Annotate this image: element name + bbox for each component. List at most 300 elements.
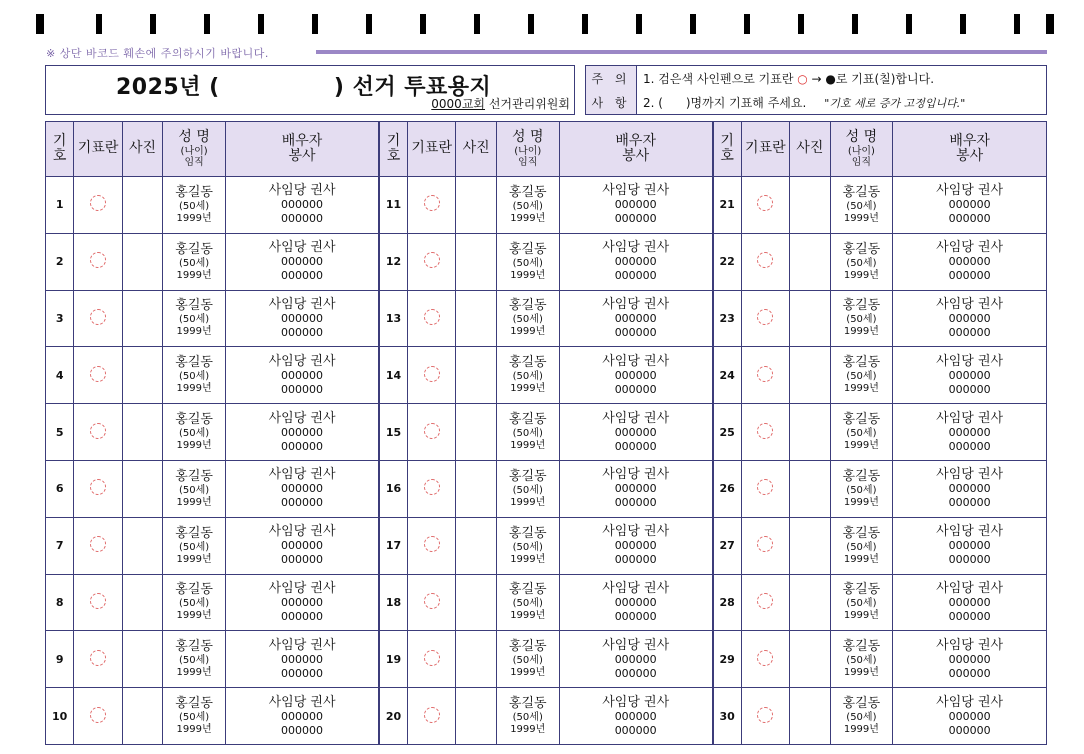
barcode-tick	[1014, 14, 1020, 34]
spouse-position: 사임당 권사	[268, 637, 336, 653]
candidate-name: 홍길동	[175, 412, 213, 428]
vote-circle-icon[interactable]	[90, 309, 106, 325]
barcode-notice: ※ 상단 바코드 훼손에 주의하시기 바랍니다.	[46, 47, 269, 60]
candidate-name-cell	[163, 574, 226, 631]
spouse-code-1: 000000	[281, 595, 324, 609]
spouse-cell	[225, 574, 379, 631]
spouse-cell	[225, 460, 379, 517]
spouse-position: 사임당 권사	[936, 240, 1004, 256]
spouse-code-2: 000000	[614, 269, 657, 283]
vote-mark-cell[interactable]	[741, 177, 790, 234]
candidate-name-cell	[496, 517, 559, 574]
candidate-age: (50세)	[512, 712, 543, 724]
vote-circle-icon[interactable]	[90, 195, 106, 211]
photo-cell	[790, 290, 830, 347]
candidate-age: (50세)	[846, 598, 877, 610]
candidate-number: 20	[379, 688, 407, 745]
spouse-code-1: 000000	[614, 482, 657, 496]
header-mark-text: 기표란	[745, 140, 786, 157]
photo-cell	[790, 404, 830, 461]
header-spouse	[225, 122, 379, 177]
header-name-text: 성 명	[845, 129, 878, 146]
spouse-code-1: 000000	[281, 482, 324, 496]
spouse-position: 사임당 권사	[936, 524, 1004, 540]
candidate-name-cell	[163, 347, 226, 404]
candidate-name-cell	[830, 574, 893, 631]
spouse-cell	[893, 517, 1047, 574]
candidate-name: 홍길동	[508, 525, 547, 541]
spouse-cell	[893, 177, 1047, 234]
vote-circle-icon[interactable]	[90, 707, 106, 723]
candidate-name-cell	[496, 574, 559, 631]
candidate-year: 1999년	[843, 269, 879, 281]
photo-cell	[122, 177, 162, 234]
spouse-code-2: 000000	[948, 382, 991, 396]
candidate-number: 21	[713, 177, 741, 234]
header-name-text: 임직	[184, 156, 204, 168]
candidate-year: 1999년	[510, 667, 546, 679]
vote-mark-cell[interactable]	[407, 688, 456, 745]
vote-mark-cell[interactable]	[741, 233, 790, 290]
candidate-number: 8	[46, 574, 74, 631]
spouse-cell	[225, 517, 379, 574]
vote-circle-icon[interactable]	[90, 650, 106, 666]
vote-circle-icon[interactable]	[424, 195, 440, 211]
candidate-name: 홍길동	[175, 582, 213, 598]
vote-mark-cell[interactable]	[741, 517, 790, 574]
vote-circle-icon[interactable]	[757, 707, 773, 723]
photo-cell	[456, 517, 496, 574]
candidate-name: 홍길동	[508, 241, 547, 257]
barcode-marks	[0, 14, 1084, 36]
spouse-code-1: 000000	[948, 198, 991, 212]
candidate-age: (50세)	[512, 655, 543, 667]
spouse-cell	[559, 460, 713, 517]
spouse-code-1: 000000	[281, 311, 324, 325]
candidate-age: (50세)	[846, 200, 877, 212]
ballot-table	[45, 121, 1047, 745]
spouse-code-2: 000000	[614, 439, 657, 453]
spouse-position: 사임당 권사	[602, 694, 670, 710]
title-box	[45, 65, 575, 115]
header-mark	[74, 122, 123, 177]
spouse-code-2: 000000	[281, 212, 324, 226]
candidate-year: 1999년	[510, 212, 546, 224]
vote-mark-cell[interactable]	[407, 404, 456, 461]
spouse-code-1: 000000	[948, 652, 991, 666]
vote-mark-cell[interactable]	[74, 347, 123, 404]
spouse-cell	[559, 574, 713, 631]
candidate-number: 15	[379, 404, 407, 461]
candidate-number: 17	[379, 517, 407, 574]
candidate-name-cell	[163, 177, 226, 234]
candidate-year: 1999년	[510, 440, 546, 452]
vote-circle-icon[interactable]	[424, 536, 440, 552]
candidate-year: 1999년	[510, 496, 546, 508]
vote-circle-icon[interactable]	[757, 593, 773, 609]
candidate-name-cell	[496, 347, 559, 404]
candidate-year: 1999년	[843, 212, 879, 224]
spouse-cell	[225, 347, 379, 404]
vote-circle-icon[interactable]	[757, 309, 773, 325]
candidate-age: (50세)	[512, 371, 543, 383]
vote-circle-icon[interactable]	[90, 593, 106, 609]
photo-cell	[456, 233, 496, 290]
spouse-position: 사임당 권사	[602, 524, 670, 540]
spouse-position: 사임당 권사	[602, 580, 670, 596]
header-name	[496, 122, 559, 177]
vote-circle-icon[interactable]	[757, 479, 773, 495]
photo-cell	[456, 688, 496, 745]
vote-mark-cell[interactable]	[407, 290, 456, 347]
candidate-name: 홍길동	[175, 696, 213, 712]
candidate-name: 홍길동	[508, 468, 547, 484]
barcode-tick	[258, 14, 264, 34]
vote-circle-icon[interactable]	[757, 366, 773, 382]
photo-cell	[122, 631, 162, 688]
photo-cell	[122, 290, 162, 347]
spouse-position: 사임당 권사	[268, 580, 336, 596]
table-row	[46, 631, 1047, 688]
caution-line-1-rest: → ●로 기표(칠)합니다.	[807, 71, 935, 86]
candidate-name-cell	[163, 517, 226, 574]
header-number-text: 기 호	[52, 132, 67, 164]
candidate-number: 4	[46, 347, 74, 404]
spouse-code-1: 000000	[281, 425, 324, 439]
barcode-tick	[690, 14, 696, 34]
candidate-number: 24	[713, 347, 741, 404]
vote-circle-icon[interactable]	[424, 309, 440, 325]
candidate-name: 홍길동	[175, 241, 213, 257]
committee-label	[431, 95, 570, 112]
barcode-tick	[798, 14, 804, 34]
candidate-age: (50세)	[179, 200, 210, 212]
vote-mark-cell[interactable]	[741, 631, 790, 688]
spouse-code-2: 000000	[948, 269, 991, 283]
vote-mark-cell[interactable]	[407, 347, 456, 404]
candidate-year: 1999년	[510, 383, 546, 395]
caution-line-1-text: 1. 검은색 사인펜으로 기표란	[643, 71, 798, 86]
candidate-name-cell	[163, 404, 226, 461]
spouse-code-1: 000000	[614, 198, 657, 212]
header-number	[46, 122, 74, 177]
candidate-age: (50세)	[846, 484, 877, 496]
candidate-number: 12	[379, 233, 407, 290]
header-name-text: 임직	[518, 156, 538, 168]
spouse-code-2: 000000	[281, 439, 324, 453]
spouse-position: 사임당 권사	[602, 183, 670, 199]
vote-circle-icon[interactable]	[424, 423, 440, 439]
candidate-number: 27	[713, 517, 741, 574]
header-number-text: 기 호	[386, 132, 401, 164]
header-number-text: 기 호	[720, 132, 734, 164]
spouse-position: 사임당 권사	[602, 240, 670, 256]
spouse-position: 사임당 권사	[936, 296, 1004, 312]
caution-box	[585, 65, 1047, 115]
spouse-code-1: 000000	[614, 311, 657, 325]
table-row	[46, 404, 1047, 461]
candidate-number: 2	[46, 233, 74, 290]
spouse-position: 사임당 권사	[268, 524, 336, 540]
candidate-number: 16	[379, 460, 407, 517]
caution-label	[586, 66, 637, 114]
vote-mark-cell[interactable]	[74, 631, 123, 688]
vote-circle-icon[interactable]	[757, 195, 773, 211]
caution-label-top: 주 의	[591, 71, 631, 86]
candidate-name-cell	[830, 290, 893, 347]
candidate-number: 10	[46, 688, 74, 745]
candidate-year: 1999년	[843, 553, 879, 565]
candidate-year: 1999년	[510, 269, 546, 281]
candidate-name: 홍길동	[842, 639, 881, 655]
spouse-cell	[559, 233, 713, 290]
vote-circle-icon[interactable]	[424, 366, 440, 382]
spouse-position: 사임당 권사	[268, 296, 336, 312]
committee-name: 선거관리위원회	[488, 97, 570, 111]
vote-mark-cell[interactable]	[407, 233, 456, 290]
candidate-age: (50세)	[179, 428, 210, 440]
vote-circle-icon[interactable]	[424, 650, 440, 666]
header-number	[379, 122, 407, 177]
photo-cell	[456, 460, 496, 517]
candidate-name: 홍길동	[175, 298, 213, 314]
candidate-name-cell	[496, 233, 559, 290]
vote-mark-cell[interactable]	[74, 233, 123, 290]
candidate-name: 홍길동	[842, 184, 881, 200]
candidate-year: 1999년	[176, 496, 212, 508]
vote-mark-cell[interactable]	[741, 404, 790, 461]
candidate-age: (50세)	[512, 257, 543, 269]
spouse-code-1: 000000	[281, 368, 324, 382]
candidate-number: 23	[713, 290, 741, 347]
vote-mark-cell[interactable]	[741, 460, 790, 517]
spouse-cell	[225, 631, 379, 688]
candidate-name-cell	[496, 688, 559, 745]
vote-mark-cell[interactable]	[741, 574, 790, 631]
vote-circle-icon[interactable]	[757, 650, 773, 666]
candidate-year: 1999년	[843, 724, 879, 736]
candidate-name: 홍길동	[842, 582, 881, 598]
candidate-year: 1999년	[510, 724, 546, 736]
vote-mark-cell[interactable]	[74, 574, 123, 631]
candidate-name: 홍길동	[842, 525, 881, 541]
spouse-position: 사임당 권사	[602, 353, 670, 369]
candidate-name-cell	[830, 460, 893, 517]
spouse-code-1: 000000	[948, 255, 991, 269]
spouse-code-1: 000000	[614, 368, 657, 382]
caution-line-2-text: 2. ( )명까지 기표해 주세요.	[643, 95, 807, 110]
vote-mark-cell[interactable]	[74, 177, 123, 234]
vote-circle-icon[interactable]	[757, 536, 773, 552]
barcode-tick	[852, 14, 858, 34]
candidate-number: 30	[713, 688, 741, 745]
candidate-age: (50세)	[846, 712, 877, 724]
spouse-code-1: 000000	[281, 539, 324, 553]
barcode-tick	[96, 14, 102, 34]
barcode-tick	[420, 14, 426, 34]
vote-mark-cell[interactable]	[74, 460, 123, 517]
candidate-year: 1999년	[176, 724, 212, 736]
table-row	[46, 688, 1047, 745]
spouse-code-1: 000000	[948, 709, 991, 723]
header-mark-text: 기표란	[411, 140, 452, 157]
table-row	[46, 177, 1047, 234]
candidate-name-cell	[496, 460, 559, 517]
spouse-position: 사임당 권사	[268, 240, 336, 256]
vote-mark-cell[interactable]	[74, 404, 123, 461]
header-mark	[407, 122, 456, 177]
spouse-code-1: 000000	[614, 255, 657, 269]
candidate-age: (50세)	[179, 314, 210, 326]
vote-circle-icon[interactable]	[424, 707, 440, 723]
notice-divider	[316, 50, 1047, 54]
header-name-text: (나이)	[514, 145, 542, 157]
spouse-code-2: 000000	[948, 439, 991, 453]
vote-mark-cell[interactable]	[741, 290, 790, 347]
candidate-name-cell	[830, 404, 893, 461]
photo-cell	[790, 574, 830, 631]
header-photo-text: 사진	[462, 140, 490, 157]
vote-mark-cell[interactable]	[407, 460, 456, 517]
candidate-name-cell	[830, 233, 893, 290]
spouse-cell	[559, 347, 713, 404]
vote-mark-cell[interactable]	[74, 517, 123, 574]
candidate-year: 1999년	[843, 610, 879, 622]
spouse-cell	[559, 290, 713, 347]
header-photo-text: 사진	[796, 140, 824, 157]
barcode-tick	[744, 14, 750, 34]
barcode-tick	[312, 14, 318, 34]
ballot-title: 2025년 ( ) 선거 투표용지	[116, 75, 492, 100]
candidate-age: (50세)	[179, 598, 210, 610]
vote-mark-cell[interactable]	[407, 517, 456, 574]
candidate-name-cell	[163, 233, 226, 290]
candidate-number: 29	[713, 631, 741, 688]
barcode-tick	[474, 14, 480, 34]
candidate-year: 1999년	[176, 212, 212, 224]
candidate-name-cell	[163, 688, 226, 745]
vote-mark-cell[interactable]	[407, 574, 456, 631]
spouse-cell	[559, 631, 713, 688]
header-name-text: 성 명	[178, 129, 210, 146]
candidate-year: 1999년	[843, 383, 879, 395]
candidate-name: 홍길동	[508, 355, 547, 371]
candidate-number: 7	[46, 517, 74, 574]
photo-cell	[122, 233, 162, 290]
header-photo	[790, 122, 830, 177]
vote-circle-icon[interactable]	[90, 536, 106, 552]
barcode-tick	[960, 14, 966, 34]
candidate-number: 5	[46, 404, 74, 461]
photo-cell	[122, 574, 162, 631]
spouse-code-2: 000000	[281, 325, 324, 339]
spouse-code-1: 000000	[948, 482, 991, 496]
spouse-position: 사임당 권사	[268, 353, 336, 369]
header-spouse	[893, 122, 1047, 177]
spouse-code-2: 000000	[948, 553, 991, 567]
vote-circle-icon[interactable]	[90, 366, 106, 382]
vote-circle-icon[interactable]	[424, 252, 440, 268]
header-spouse-text: 봉사	[288, 148, 316, 164]
candidate-year: 1999년	[510, 326, 546, 338]
vote-circle-icon[interactable]	[424, 479, 440, 495]
spouse-code-1: 000000	[948, 368, 991, 382]
candidate-name: 홍길동	[175, 468, 213, 484]
photo-cell	[122, 460, 162, 517]
caution-note: "기호 세로 증가 고정입니다."	[824, 96, 966, 110]
candidate-name: 홍길동	[175, 184, 213, 200]
spouse-position: 사임당 권사	[268, 183, 336, 199]
vote-circle-icon[interactable]	[90, 423, 106, 439]
photo-cell	[790, 177, 830, 234]
candidate-name: 홍길동	[508, 639, 547, 655]
vote-mark-cell[interactable]	[407, 631, 456, 688]
spouse-position: 사임당 권사	[602, 296, 670, 312]
vote-circle-icon[interactable]	[90, 479, 106, 495]
candidate-age: (50세)	[512, 541, 543, 553]
spouse-code-1: 000000	[948, 595, 991, 609]
vote-mark-cell[interactable]	[741, 688, 790, 745]
header-photo-text: 사진	[129, 140, 157, 157]
candidate-year: 1999년	[176, 383, 212, 395]
spouse-position: 사임당 권사	[936, 580, 1004, 596]
photo-cell	[790, 688, 830, 745]
candidate-year: 1999년	[176, 440, 212, 452]
vote-mark-cell[interactable]	[407, 177, 456, 234]
vote-circle-icon[interactable]	[757, 423, 773, 439]
candidate-number: 11	[379, 177, 407, 234]
table-row	[46, 290, 1047, 347]
candidate-age: (50세)	[846, 371, 877, 383]
candidate-age: (50세)	[846, 655, 877, 667]
header-spouse	[559, 122, 713, 177]
spouse-position: 사임당 권사	[268, 694, 336, 710]
vote-circle-icon[interactable]	[424, 593, 440, 609]
vote-mark-cell[interactable]	[74, 688, 123, 745]
header-photo	[456, 122, 496, 177]
spouse-code-1: 000000	[614, 709, 657, 723]
vote-mark-cell[interactable]	[74, 290, 123, 347]
vote-circle-icon[interactable]	[90, 252, 106, 268]
spouse-cell	[559, 177, 713, 234]
spouse-cell	[225, 404, 379, 461]
spouse-code-2: 000000	[281, 666, 324, 680]
spouse-code-2: 000000	[281, 496, 324, 510]
photo-cell	[790, 517, 830, 574]
header-mark	[741, 122, 790, 177]
photo-cell	[122, 404, 162, 461]
spouse-position: 사임당 권사	[936, 637, 1004, 653]
spouse-cell	[893, 404, 1047, 461]
candidate-name-cell	[163, 290, 226, 347]
vote-mark-cell[interactable]	[741, 347, 790, 404]
candidate-name: 홍길동	[175, 525, 213, 541]
header-mark-text: 기표란	[77, 140, 119, 157]
candidate-name-cell	[830, 347, 893, 404]
header-spouse-text: 배우자	[949, 132, 990, 149]
ballot-header-row	[46, 122, 1047, 177]
vote-circle-icon[interactable]	[757, 252, 773, 268]
spouse-code-2: 000000	[948, 609, 991, 623]
spouse-code-1: 000000	[948, 311, 991, 325]
spouse-position: 사임당 권사	[936, 694, 1004, 710]
candidate-number: 13	[379, 290, 407, 347]
spouse-code-2: 000000	[614, 609, 657, 623]
spouse-code-1: 000000	[614, 539, 657, 553]
candidate-year: 1999년	[176, 667, 212, 679]
candidate-name-cell	[163, 631, 226, 688]
spouse-code-2: 000000	[281, 723, 324, 737]
